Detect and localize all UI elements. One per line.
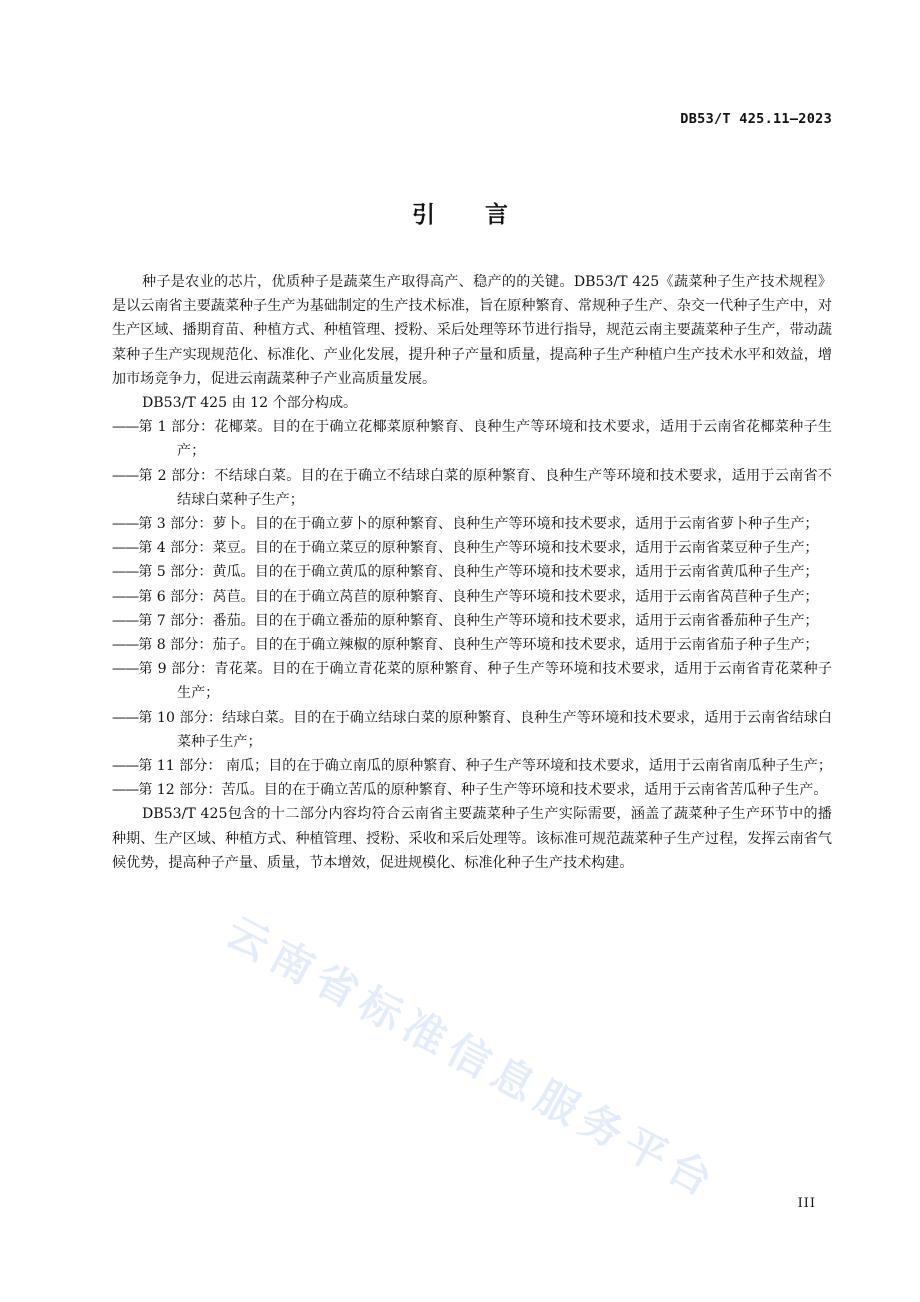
list-item: ——第 2 部分：不结球白菜。目的在于确立不结球白菜的原种繁育、良种生产等环境和技术要求，适用于云南省不结球白菜种子生产； [112, 467, 832, 508]
intro-paragraph-1: 种子是农业的芯片，优质种子是蔬菜生产取得高产、稳产的的关键。DB53/T 425《蔬菜种子生产技术规程》是以云南省主要蔬菜种子生产为基础制定的生产技术标准，旨在原种繁育、常规种子生产、杂交一代种子生产中，对生产区域、播期育苗、种植方式、种植管理、授粉、采后处理等环节进行指导，规范云南主要蔬菜种子生产，带动蔬菜种子生产实现规范化、标准化、产业化发展，提升种子产量和质量，提高种子生产种植户生产技术水平和效益，增加市场竞争力，促进云南蔬菜种子产业高质量发展。 [112, 274, 832, 387]
list-item: ——第 5 部分：黄瓜。目的在于确立黄瓜的原种繁育、良种生产等环境和技术要求，适用于云南省黄瓜种子生产； [112, 564, 819, 581]
dash-marker: —— [112, 467, 139, 484]
list-item: ——第 3 部分：萝卜。目的在于确立萝卜的原种繁育、良种生产等环境和技术要求，适用于云南省萝卜种子生产； [112, 516, 819, 533]
dash-marker: —— [112, 637, 139, 654]
page-title: 引言 [412, 202, 558, 228]
closing-paragraph: DB53/T 425包含的十二部分内容均符合云南省主要蔬菜种子生产实际需要，涵盖了蔬菜种子生产环节中的播种期、生产区域、种植方式、种植管理、授粉、采收和采后处理等。该标准可规范蔬菜种子生产过程，发挥云南省气候优势，提高种子产量、质量，节本增效，促进规模化、标准化种子生产技术构建。 [112, 806, 832, 871]
list-item: ——第 9 部分：青花菜。目的在于确立青花菜的原种繁育、种子生产等环境和技术要求，适用于云南省青花菜种子生产； [112, 661, 832, 702]
document-body [112, 270, 832, 875]
document-code: DB53/T 425.11—2023 [680, 111, 832, 127]
watermark: 云南省标准信息服务平台 [218, 907, 727, 1209]
list-item: ——第 4 部分：菜豆。目的在于确立菜豆的原种繁育、良种生产等环境和技术要求，适用于云南省菜豆种子生产； [112, 540, 819, 557]
dash-marker: —— [112, 709, 139, 726]
dash-marker: —— [112, 588, 139, 605]
list-item: ——第 1 部分：花椰菜。目的在于确立花椰菜原种繁育、良种生产等环境和技术要求，适用于云南省花椰菜种子生产； [112, 419, 832, 460]
parts-list [112, 415, 832, 802]
list-item: ——第 11 部分： 南瓜；目的在于确立南瓜的原种繁育、种子生产等环境和技术要求，适用于云南省南瓜种子生产； [112, 758, 832, 775]
dash-marker: —— [112, 419, 139, 436]
page-number: III [797, 1196, 816, 1211]
dash-marker: —— [112, 758, 139, 775]
dash-marker: —— [112, 516, 139, 533]
list-item: ——第 8 部分：茄子。目的在于确立辣椒的原种繁育、良种生产等环境和技术要求，适用于云南省茄子种子生产； [112, 637, 819, 654]
list-item: ——第 6 部分：莴苣。目的在于确立莴苣的原种繁育、良种生产等环境和技术要求，适用于云南省莴苣种子生产； [112, 588, 819, 605]
dash-marker: —— [112, 782, 139, 799]
dash-marker: —— [112, 540, 139, 557]
intro-paragraph-2: DB53/T 425 由 12 个部分构成。 [142, 395, 358, 412]
dash-marker: —— [112, 612, 139, 629]
dash-marker: —— [112, 661, 139, 678]
list-item: ——第 7 部分：番茄。目的在于确立番茄的原种繁育、良种生产等环境和技术要求，适用于云南省番茄种子生产； [112, 612, 819, 629]
list-item: ——第 12 部分：苦瓜。目的在于确立苦瓜的原种繁育、种子生产等环境和技术要求，适用于云南省苦瓜种子生产。 [112, 782, 828, 799]
dash-marker: —— [112, 564, 139, 581]
list-item: ——第 10 部分：结球白菜。目的在于确立结球白菜的原种繁育、良种生产等环境和技术要求，适用于云南省结球白菜种子生产； [112, 709, 832, 750]
